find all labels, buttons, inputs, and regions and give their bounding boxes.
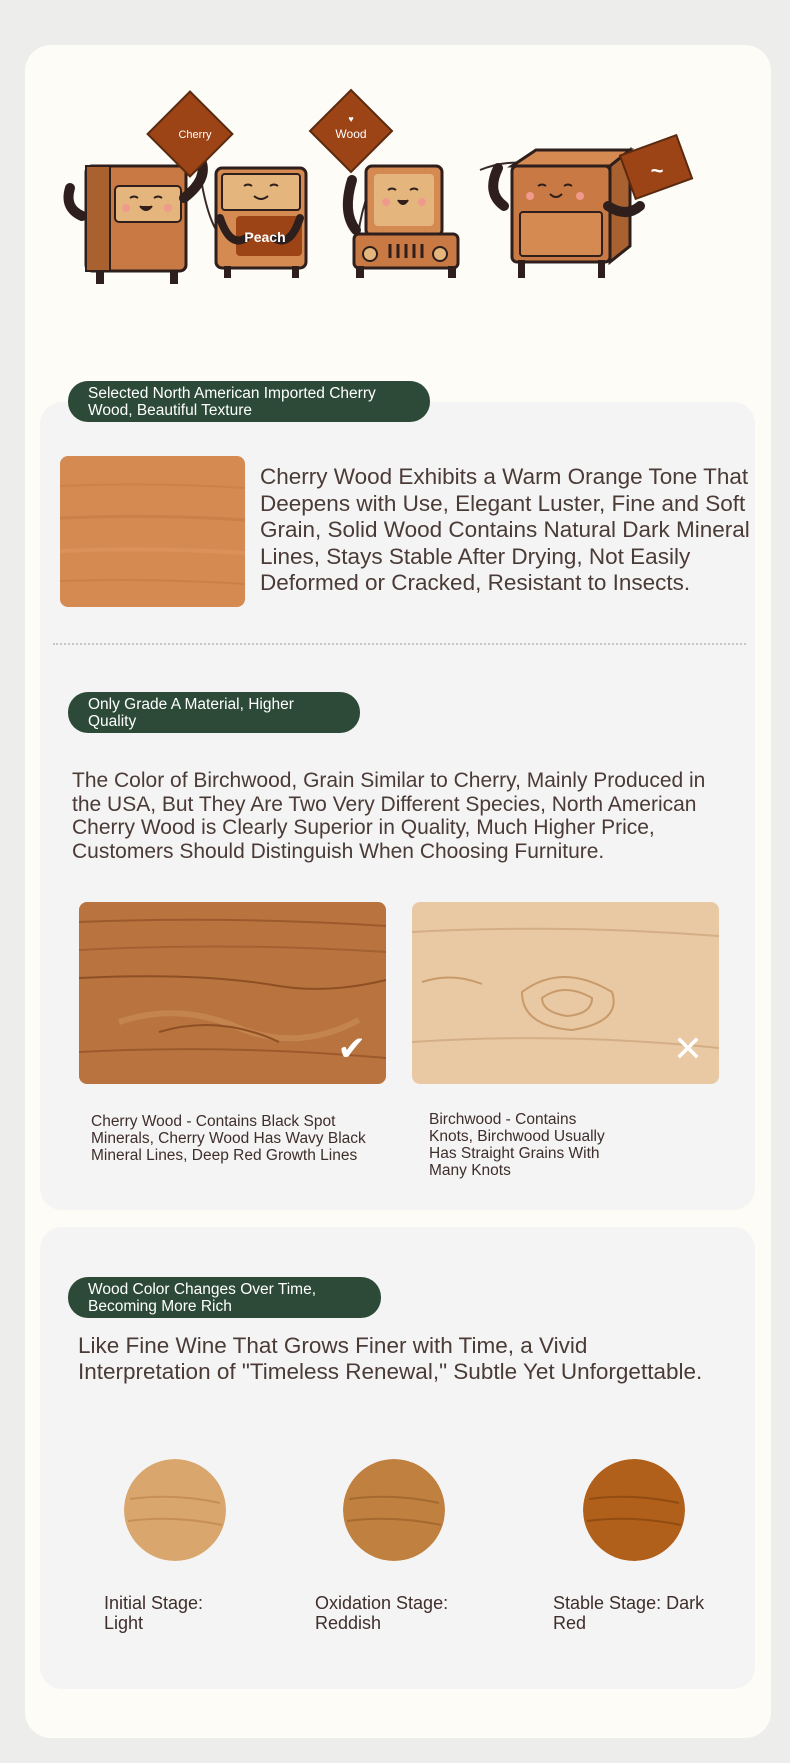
cart-mascot-icon xyxy=(348,166,458,278)
stage-label-oxidation: Oxidation Stage: Reddish xyxy=(315,1593,449,1633)
cabinet-mascot-icon xyxy=(69,158,203,284)
stage-swatch-oxidation xyxy=(343,1459,445,1561)
timeless-description: Like Fine Wine That Grows Finer with Time, a Vivid Interpretation of "Timeless Renewal," Subtle Yet Unforgettable. xyxy=(78,1333,703,1384)
section-badge-grade: Only Grade A Material, Higher Quality xyxy=(68,692,360,733)
check-icon: ✔ xyxy=(337,1030,366,1068)
birchwood-description: The Color of Birchwood, Grain Similar to Cherry, Mainly Produced in the USA, But They Are Two Very Different Species, North American Cherry Wood is Clearly Superior in Quality, Much Higher Price, Customers Should Distinguish When Choosing Furniture. xyxy=(72,769,706,863)
nightstand-mascot-icon xyxy=(493,150,640,278)
section-badge-cherry: Selected North American Imported Cherry Wood, Beautiful Texture xyxy=(68,381,430,422)
sign-label-1: Peach xyxy=(244,229,286,245)
stage-swatch-stable xyxy=(583,1459,685,1561)
stage-swatch-initial xyxy=(124,1459,226,1561)
birchwood-caption: Birchwood - Contains Knots, Birchwood Usually Has Straight Grains With Many Knots xyxy=(429,1111,605,1179)
section-badge-color: Wood Color Changes Over Time, Becoming More Rich xyxy=(68,1277,381,1318)
sign-label-3: ~ xyxy=(650,158,664,183)
cherry-description: Cherry Wood Exhibits a Warm Orange Tone That Deepens with Use, Elegant Luster, Fine and Soft Grain, Solid Wood Contains Natural Dark Mineral Lines, Stays Stable After Drying, Not Easily Deformed or Cracked, Resistant to Insects. xyxy=(260,464,750,595)
stage-label-initial: Initial Stage: Light xyxy=(104,1593,204,1633)
dresser-mascot-icon xyxy=(216,168,306,278)
stage-label-stable: Stable Stage: Dark Red xyxy=(553,1593,705,1633)
cherry-wood-swatch xyxy=(60,456,245,607)
birch-wood-image xyxy=(412,902,719,1084)
cherry-sign xyxy=(148,92,233,177)
cherry-wood-image xyxy=(79,902,386,1084)
section-divider xyxy=(53,643,746,645)
cross-icon: ✕ xyxy=(672,1028,703,1069)
wood-sign xyxy=(310,90,392,172)
sign-label-0: Cherry xyxy=(178,129,212,141)
cherry-wood-caption: Cherry Wood - Contains Black Spot Minerals, Cherry Wood Has Wavy Black Mineral Lines, Deep Red Growth Lines xyxy=(91,1113,366,1164)
sign-label-2: Wood xyxy=(335,127,367,141)
svg-text:♥: ♥ xyxy=(348,114,354,124)
hero-illustration xyxy=(60,88,750,298)
